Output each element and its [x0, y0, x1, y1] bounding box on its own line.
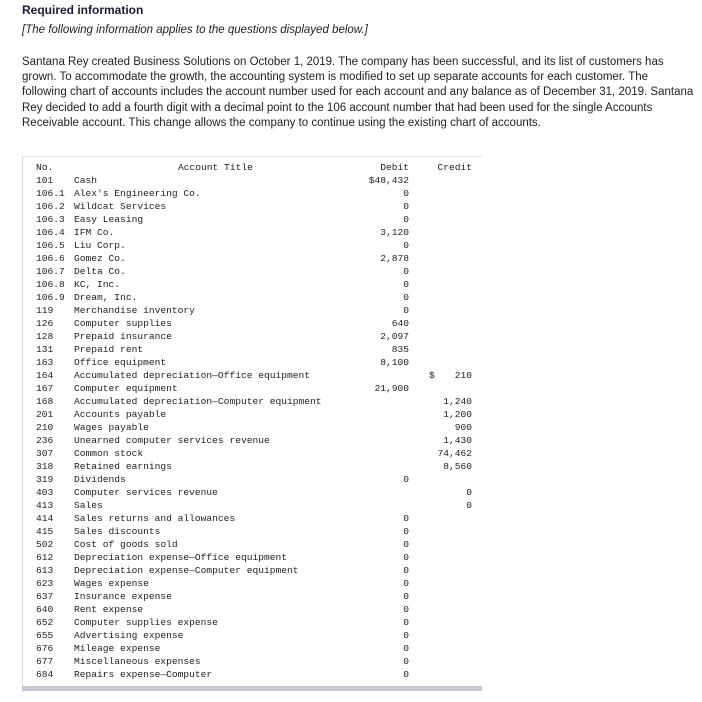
credit-value: 1,200: [443, 409, 472, 420]
credit-value: 0: [466, 500, 472, 511]
account-title: Wildcat Services: [74, 201, 167, 212]
account-title: Computer supplies: [74, 318, 172, 329]
account-title: Sales: [74, 500, 103, 511]
header-debit: Debit: [380, 162, 409, 173]
debit-value: 0: [403, 240, 409, 251]
debit-value: 0: [403, 669, 409, 680]
debit-value: 0: [403, 630, 409, 641]
account-title: Alex's Engineering Co.: [74, 188, 201, 199]
account-title: Common stock: [74, 448, 144, 459]
account-title: Wages payable: [74, 422, 149, 433]
debit-value: 0: [403, 305, 409, 316]
table-row: [23, 421, 483, 434]
account-number: 106.8: [36, 279, 65, 290]
table-row: [23, 447, 483, 460]
table-row: [23, 551, 483, 564]
account-title: Gomez Co.: [74, 253, 126, 264]
account-title: Depreciation expense—Office equipment: [74, 552, 288, 563]
table-row: [23, 252, 483, 265]
debit-value: 0: [403, 292, 409, 303]
account-number: 640: [36, 604, 54, 615]
account-title: Accumulated depreciation—Office equipment: [74, 370, 311, 381]
header-account-title: Account Title: [178, 162, 253, 173]
account-title: Advertising expense: [74, 630, 184, 641]
debit-value: 2,878: [380, 253, 409, 264]
account-number: 319: [36, 474, 54, 485]
debit-value: 21,900: [374, 383, 409, 394]
account-title: Cost of goods sold: [74, 539, 178, 550]
account-number: 164: [36, 370, 54, 381]
table-header-row: [23, 161, 483, 174]
account-number: 677: [36, 656, 54, 667]
account-number: 414: [36, 513, 54, 524]
account-number: 106.2: [36, 201, 65, 212]
account-number: 623: [36, 578, 54, 589]
table-row: [23, 226, 483, 239]
account-number: 403: [36, 487, 54, 498]
account-number: 676: [36, 643, 54, 654]
account-number: 415: [36, 526, 54, 537]
account-number: 655: [36, 630, 54, 641]
account-number: 612: [36, 552, 54, 563]
account-title: Prepaid rent: [74, 344, 144, 355]
account-number: 101: [36, 175, 54, 186]
intro-paragraph: Santana Rey created Business Solutions on October 1, 2019. The company has been successful, and its list of customers has grown. To accommodate the growth, the accounting system is modified to set up separate accounts for each customer. The following chart of accounts includes the account number used for each account and any balance as of December 31, 2019. Santana Rey decided to add a fourth digit with a decimal point to the 106 account number that had been used for the single Accounts Receivable account. This change allows the company to continue using the existing chart of accounts.: [22, 56, 694, 129]
debit-value: 0: [403, 526, 409, 537]
table-row: [23, 577, 483, 590]
account-number: 126: [36, 318, 54, 329]
debit-value: 0: [403, 617, 409, 628]
account-number: 106.7: [36, 266, 65, 277]
table-row: [23, 486, 483, 499]
debit-value: 0: [403, 656, 409, 667]
debit-value: 0: [403, 565, 409, 576]
account-number: 106.5: [36, 240, 65, 251]
account-number: 163: [36, 357, 54, 368]
credit-value: 74,462: [437, 448, 472, 459]
account-number: 307: [36, 448, 54, 459]
credit-value: 1,430: [443, 435, 472, 446]
debit-value: 0: [403, 513, 409, 524]
chart-of-accounts-table: [22, 156, 483, 692]
page-heading: Required information: [22, 3, 144, 17]
table-row: [23, 213, 483, 226]
account-title: Repairs expense—Computer: [74, 669, 213, 680]
table-row: [23, 668, 483, 681]
table-row: [23, 395, 483, 408]
table-row: [23, 291, 483, 304]
account-title: Depreciation expense—Computer equipment: [74, 565, 299, 576]
account-number: 106.9: [36, 292, 65, 303]
account-title: Accounts payable: [74, 409, 167, 420]
table-row: [23, 174, 483, 187]
table-row: [23, 356, 483, 369]
account-title: Computer supplies expense: [74, 617, 218, 628]
debit-value: 0: [403, 188, 409, 199]
account-number: 131: [36, 344, 54, 355]
header-credit: Credit: [437, 162, 472, 173]
account-title: Sales returns and allowances: [74, 513, 236, 524]
table-row: [23, 200, 483, 213]
account-title: Liu Corp.: [74, 240, 126, 251]
debit-value: 0: [403, 591, 409, 602]
debit-value: 0: [403, 552, 409, 563]
account-number: 652: [36, 617, 54, 628]
debit-value: 3,120: [380, 227, 409, 238]
account-title: Office equipment: [74, 357, 167, 368]
account-title: Computer equipment: [74, 383, 178, 394]
credit-dollar-sign: $: [429, 370, 435, 381]
table-row: [23, 369, 483, 382]
account-title: Insurance expense: [74, 591, 172, 602]
table-row: [23, 317, 483, 330]
table-row: [23, 473, 483, 486]
account-title: Easy Leasing: [74, 214, 144, 225]
table-row: [23, 655, 483, 668]
account-number: 413: [36, 500, 54, 511]
debit-value: $48,432: [368, 175, 409, 186]
table-row: [23, 525, 483, 538]
account-number: 106.3: [36, 214, 65, 225]
account-number: 106.6: [36, 253, 65, 264]
credit-value: 1,240: [443, 396, 472, 407]
account-number: 236: [36, 435, 54, 446]
account-number: 128: [36, 331, 54, 342]
account-number: 168: [36, 396, 54, 407]
credit-value: 210: [454, 370, 472, 381]
account-number: 106.4: [36, 227, 65, 238]
debit-value: 0: [403, 214, 409, 225]
account-title: Dividends: [74, 474, 126, 485]
table-row: [23, 278, 483, 291]
debit-value: 0: [403, 643, 409, 654]
account-number: 167: [36, 383, 54, 394]
debit-value: 8,100: [380, 357, 409, 368]
debit-value: 0: [403, 201, 409, 212]
table-row: [23, 434, 483, 447]
account-title: Miscellaneous expenses: [74, 656, 201, 667]
account-title: Mileage expense: [74, 643, 161, 654]
table-row: [23, 382, 483, 395]
table-row: [23, 603, 483, 616]
account-title: Delta Co.: [74, 266, 126, 277]
account-title: Merchandise inventory: [74, 305, 195, 316]
account-number: 210: [36, 422, 54, 433]
table-bottom-bar: [22, 686, 482, 691]
account-title: Rent expense: [74, 604, 144, 615]
account-title: Accumulated depreciation—Computer equipment: [74, 396, 322, 407]
table-row: [23, 629, 483, 642]
table-row: [23, 304, 483, 317]
credit-value: 8,560: [443, 461, 472, 472]
account-title: Dream, Inc.: [74, 292, 138, 303]
debit-value: 0: [403, 266, 409, 277]
table-row: [23, 499, 483, 512]
table-row: [23, 512, 483, 525]
account-title: Sales discounts: [74, 526, 161, 537]
table-row: [23, 343, 483, 356]
account-number: 201: [36, 409, 54, 420]
table-row: [23, 590, 483, 603]
debit-value: 0: [403, 474, 409, 485]
credit-value: 0: [466, 487, 472, 498]
debit-value: 2,097: [380, 331, 409, 342]
account-title: Computer services revenue: [74, 487, 218, 498]
debit-value: 0: [403, 604, 409, 615]
table-row: [23, 538, 483, 551]
debit-value: 0: [403, 279, 409, 290]
debit-value: 0: [403, 578, 409, 589]
account-title: Retained earnings: [74, 461, 172, 472]
table-row: [23, 642, 483, 655]
account-title: KC, Inc.: [74, 279, 121, 290]
account-title: IFM Co.: [74, 227, 115, 238]
table-row: [23, 616, 483, 629]
account-number: 318: [36, 461, 54, 472]
table-row: [23, 460, 483, 473]
table-row: [23, 239, 483, 252]
table-row: [23, 330, 483, 343]
instruction-note: [The following information applies to the questions displayed below.]: [22, 24, 368, 36]
account-number: 119: [36, 305, 54, 316]
table-row: [23, 564, 483, 577]
table-row: [23, 408, 483, 421]
account-title: Cash: [74, 175, 98, 186]
account-number: 637: [36, 591, 54, 602]
debit-value: 0: [403, 539, 409, 550]
account-number: 684: [36, 669, 54, 680]
table-row: [23, 265, 483, 278]
account-title: Wages expense: [74, 578, 149, 589]
account-number: 106.1: [36, 188, 65, 199]
account-number: 502: [36, 539, 54, 550]
credit-value: 900: [454, 422, 472, 433]
account-title: Unearned computer services revenue: [74, 435, 270, 446]
header-no: No.: [36, 162, 54, 173]
account-number: 613: [36, 565, 54, 576]
debit-value: 835: [391, 344, 409, 355]
account-title: Prepaid insurance: [74, 331, 172, 342]
debit-value: 640: [391, 318, 409, 329]
table-row: [23, 187, 483, 200]
